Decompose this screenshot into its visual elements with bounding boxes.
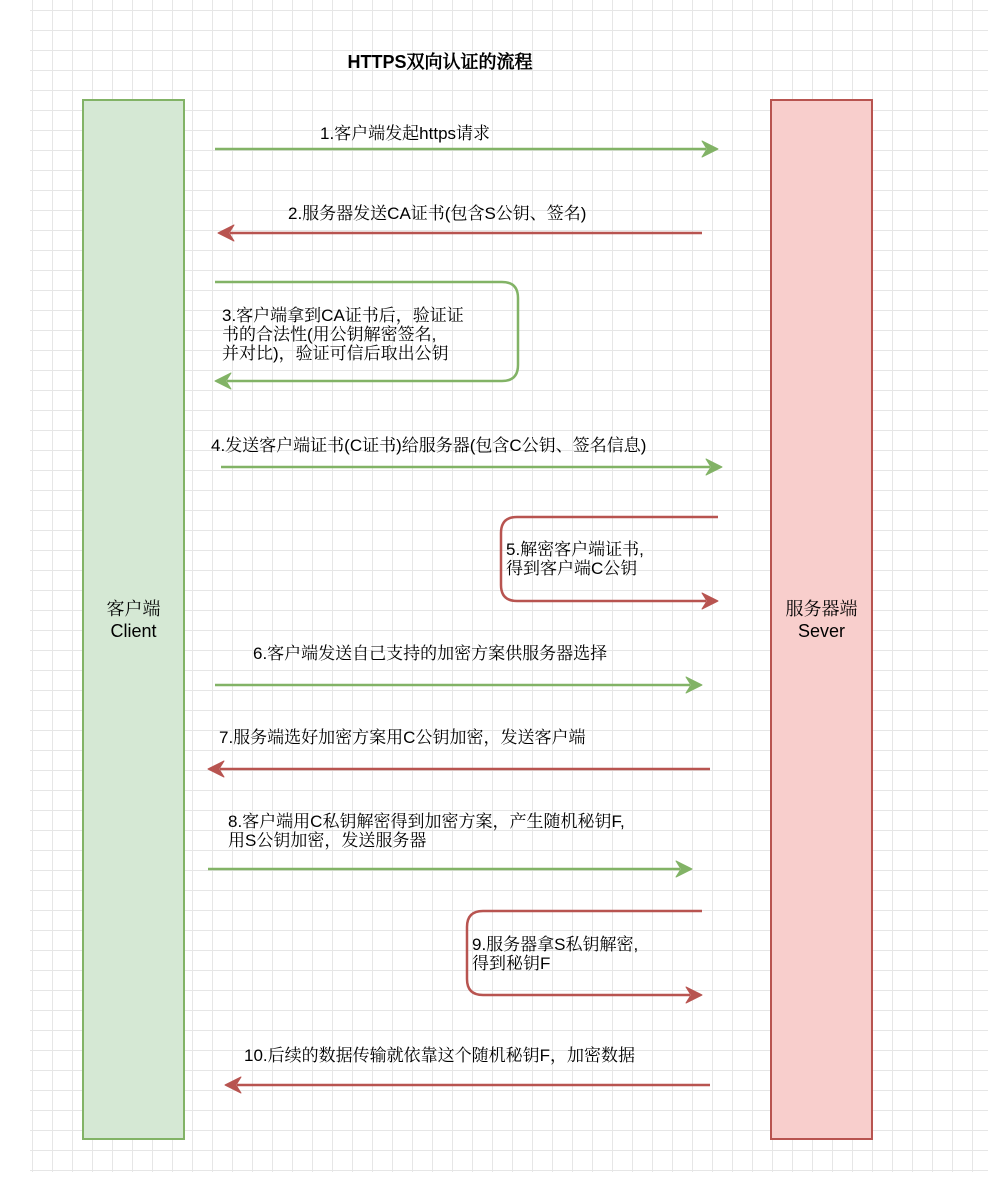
step-5-line-1: 5.解密客户端证书,	[506, 540, 644, 559]
step-5-line-2: 得到客户端C公钥	[506, 559, 638, 578]
step-6-label	[253, 644, 607, 663]
step-1-label	[320, 124, 490, 143]
step-4-line-1: 4.发送客户端证书(C证书)给服务器(包含C公钥、签名信息)	[211, 436, 647, 455]
step-5-label	[506, 540, 644, 578]
step-9-line-1: 9.服务器拿S私钥解密,	[472, 935, 639, 954]
step-7-line-1: 7.服务端选好加密方案用C公钥加密，发送客户端	[219, 728, 586, 747]
step-10-line-1: 10.后续的数据传输就依靠这个随机秘钥F，加密数据	[244, 1046, 636, 1065]
step-3-line-3: 并对比)，验证可信后取出公钥	[222, 344, 449, 363]
step-8-line-1: 8.客户端用C私钥解密得到加密方案，产生随机秘钥F,	[228, 812, 625, 831]
step-3-label	[222, 306, 464, 363]
step-6-line-1: 6.客户端发送自己支持的加密方案供服务器选择	[253, 644, 608, 663]
step-3-line-1: 3.客户端拿到CA证书后，验证证	[222, 306, 464, 325]
diagram-title: HTTPS双向认证的流程	[347, 52, 533, 72]
step-10-label	[244, 1046, 635, 1065]
step-8-line-2: 用S公钥加密，发送服务器	[228, 831, 427, 850]
client-lane-name: 客户端	[106, 598, 161, 619]
step-1-line-1: 1.客户端发起https请求	[320, 124, 491, 143]
server-lane-sub: Sever	[797, 620, 846, 641]
step-2-line-1: 2.服务器发送CA证书(包含S公钥、签名)	[288, 204, 587, 223]
step-9-line-2: 得到秘钥F	[472, 954, 551, 973]
step-2-label	[288, 204, 586, 223]
step-4-label	[211, 436, 646, 455]
server-lane-name: 服务器端	[785, 598, 858, 619]
client-lane-sub: Client	[110, 620, 157, 641]
step-8-label	[228, 812, 625, 850]
step-7-label	[219, 728, 585, 747]
step-9-label	[472, 935, 638, 973]
step-3-line-2: 书的合法性(用公钥解密签名,	[222, 325, 437, 344]
